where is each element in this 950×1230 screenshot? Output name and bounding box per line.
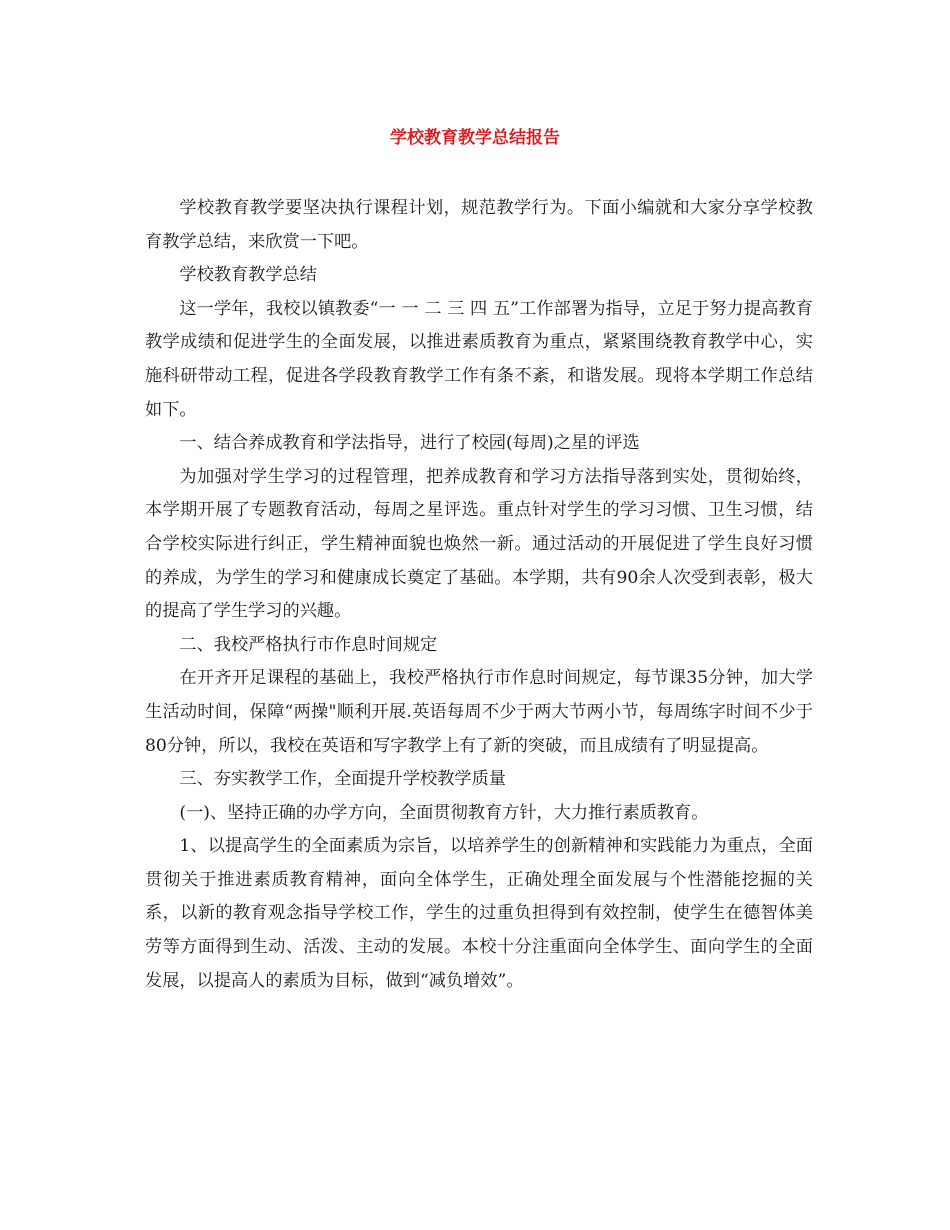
subsection-heading-3-1: (一)、坚持正确的办学方向，全面贯彻教育方针，大力推行素质教育。 — [179, 802, 709, 823]
document-title: 学校教育教学总结报告 — [390, 128, 560, 148]
paragraph-intro: 学校教育教学要坚决执行课程计划，规范教学行为。下面小编就和大家分享学校教育教学总结，来欣赏一下吧。 — [145, 198, 813, 252]
paragraph-section-2: 在开齐开足课程的基础上，我校严格执行市作息时间规定，每节课35分钟，加大学生活动时间，保障“两操"顺利开展.英语每周不少于两大节两小节，每周练字时间不少于80分钟，所以，我校在英语和写字教学上有了新的突破，而且成绩有了明显提高。 — [145, 668, 813, 756]
paragraph-section-1: 为加强对学生学习的过程管理，把养成教育和学习方法指导落到实处，贯彻始终，本学期开展了专题教育活动，每周之星评选。重点针对学生的学习习惯、卫生习惯，结合学校实际进行纠正，学生精神面貌也焕然一新。通过活动的开展促进了学生良好习惯的养成，为学生的学习和健康成长奠定了基础。本学期，共有90余人次受到表彰，极大的提高了学生学习的兴趣。 — [145, 466, 813, 622]
document-body — [145, 192, 813, 998]
section-heading-3: 三、夯实教学工作，全面提升学校教学质量 — [179, 769, 506, 790]
section-heading-2: 二、我校严格执行市作息时间规定 — [179, 634, 438, 655]
paragraph-overview: 这一学年，我校以镇教委“一 一 二 三 四 五”工作部署为指导，立足于努力提高教育教学成绩和促进学生的全面发展，以推进素质教育为重点，紧紧围绕教育教学中心，实施科研带动工程，促进各学段教育教学工作有条不紊，和谐发展。现将本学期工作总结如下。 — [145, 298, 813, 420]
paragraph-item-1: 1、以提高学生的全面素质为宗旨，以培养学生的创新精神和实践能力为重点，全面贯彻关于推进素质教育精神，面向全体学生，正确处理全面发展与个性潜能挖掘的关系，以新的教育观念指导学校工作，学生的过重负担得到有效控制，使学生在德智体美劳等方面得到生动、活泼、主动的发展。本校十分注重面向全体学生、面向学生的全面发展，以提高人的素质为目标，做到“减负增效”。 — [145, 836, 813, 991]
paragraph-subtitle: 学校教育教学总结 — [179, 265, 317, 286]
section-heading-1: 一、结合养成教育和学法指导，进行了校园(每周)之星的评选 — [179, 433, 640, 454]
